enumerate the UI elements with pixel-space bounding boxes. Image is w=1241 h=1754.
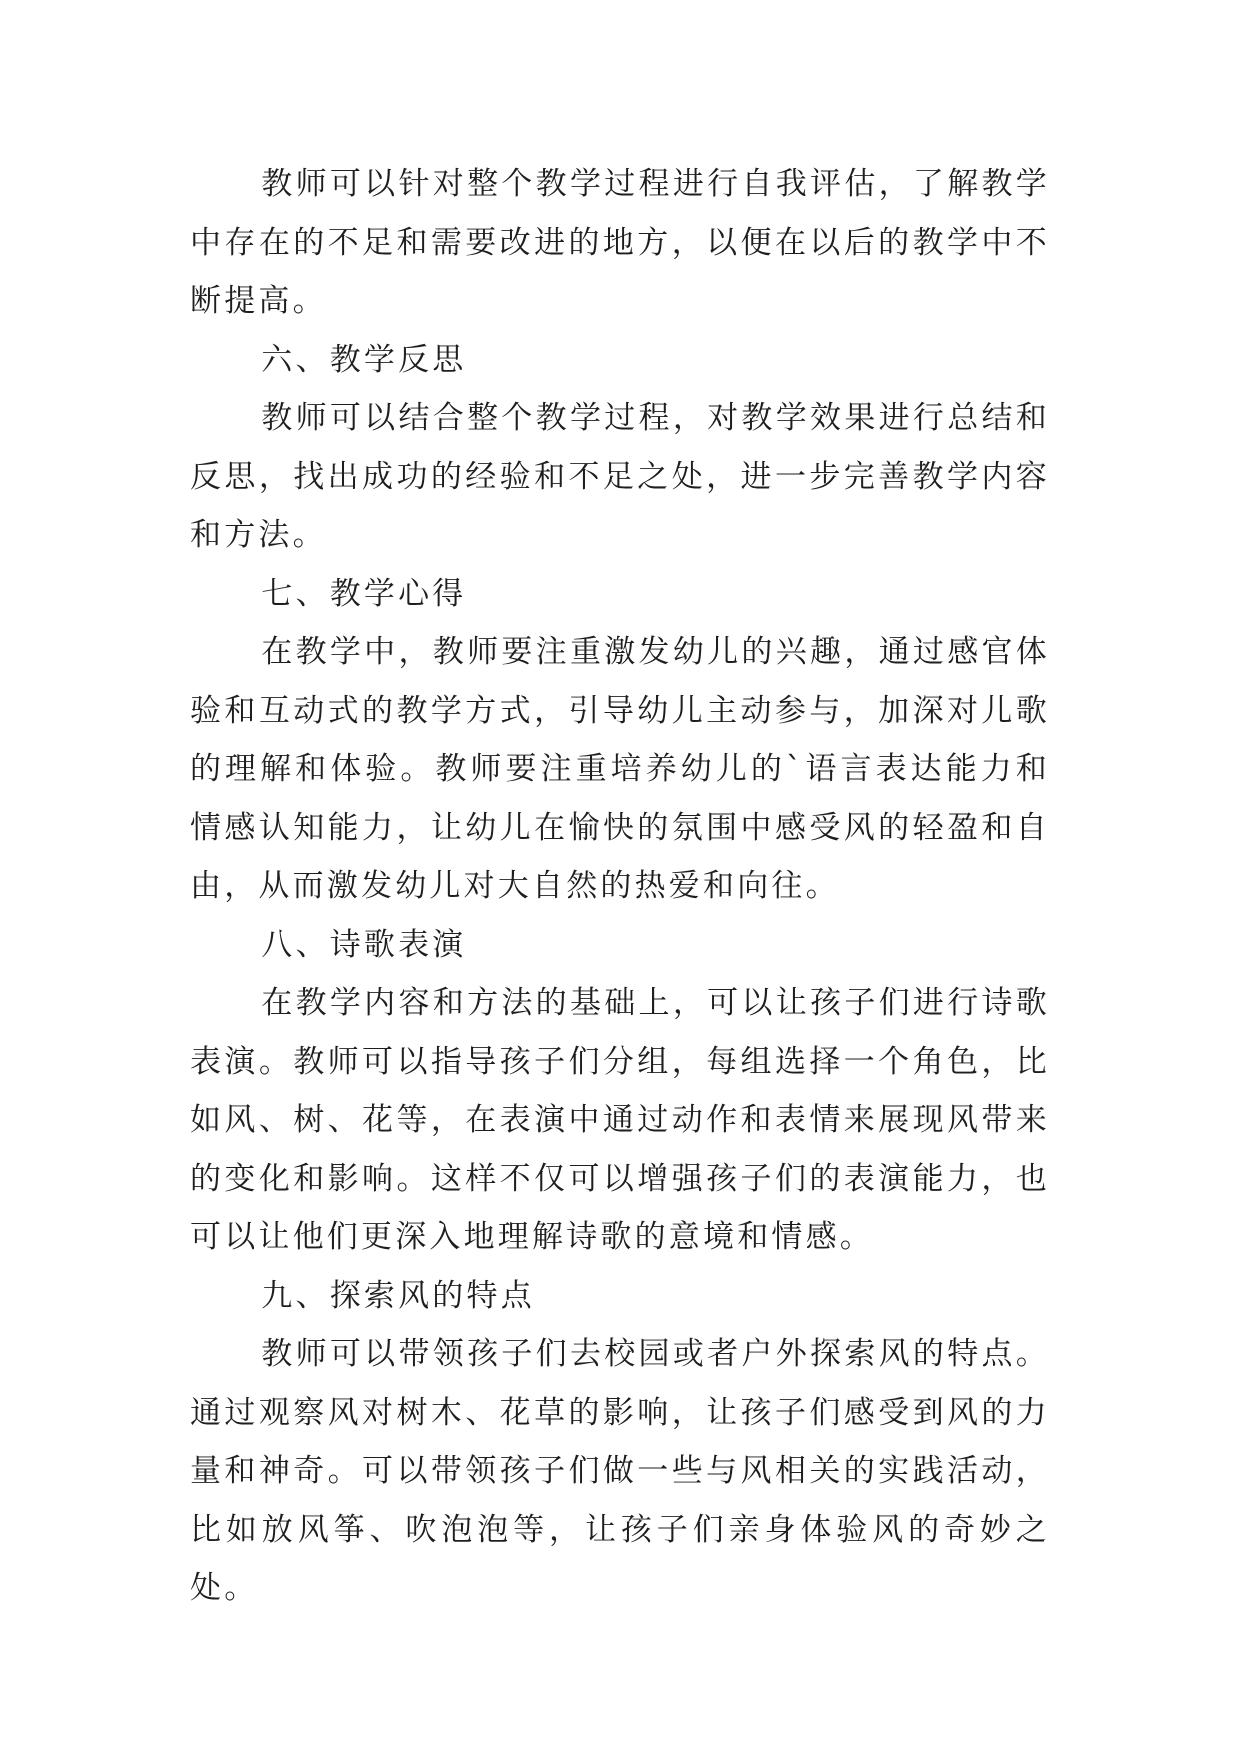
section-heading-reflection: 六、教学反思 xyxy=(261,341,467,378)
document-body xyxy=(190,155,1050,1618)
paragraph-insights: 在教学中，教师要注重激发幼儿的兴趣，通过感官体验和互动式的教学方式，引导幼儿主动参与，加深对儿歌的理解和体验。教师要注重培养幼儿的`语言表达能力和情感认知能力，让幼儿在愉快的氛围中感受风的轻盈和自由，从而激发幼儿对大自然的热爱和向往。 xyxy=(190,634,1050,904)
paragraph-reflection: 教师可以结合整个教学过程，对教学效果进行总结和反思，找出成功的经验和不足之处，进一步完善教学内容和方法。 xyxy=(190,400,1050,553)
paragraph-self-evaluation: 教师可以针对整个教学过程进行自我评估，了解教学中存在的不足和需要改进的地方，以便在以后的教学中不断提高。 xyxy=(190,166,1050,319)
section-heading-poetry-performance: 八、诗歌表演 xyxy=(261,926,467,963)
paragraph-explore-wind: 教师可以带领孩子们去校园或者户外探索风的特点。通过观察风对树木、花草的影响，让孩子们感受到风的力量和神奇。可以带领孩子们做一些与风相关的实践活动，比如放风筝、吹泡泡等，让孩子们亲身体验风的奇妙之处。 xyxy=(190,1336,1050,1606)
paragraph-poetry-performance: 在教学内容和方法的基础上，可以让孩子们进行诗歌表演。教师可以指导孩子们分组，每组选择一个角色，比如风、树、花等，在表演中通过动作和表情来展现风带来的变化和影响。这样不仅可以增强孩子们的表演能力，也可以让他们更深入地理解诗歌的意境和情感。 xyxy=(190,985,1050,1255)
section-heading-insights: 七、教学心得 xyxy=(261,575,467,612)
section-heading-explore-wind: 九、探索风的特点 xyxy=(261,1277,535,1314)
